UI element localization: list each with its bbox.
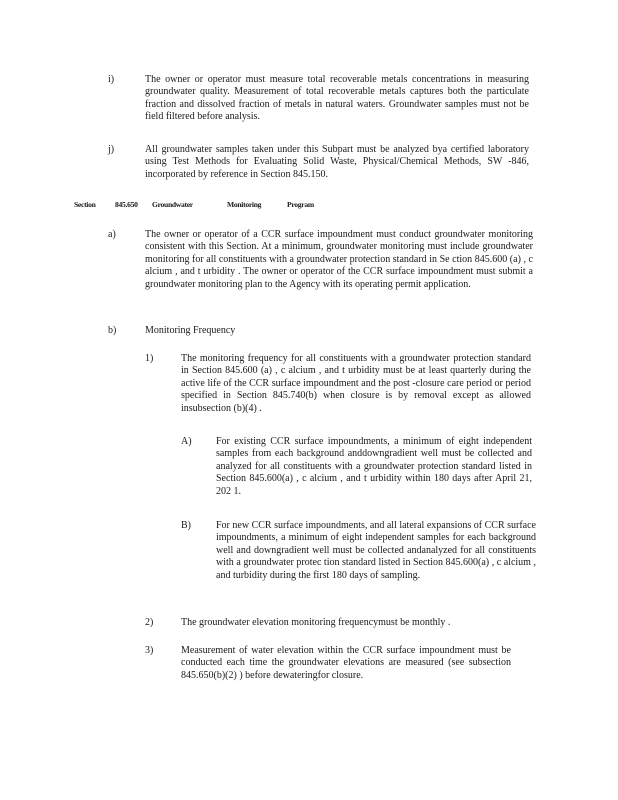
item-marker-i: i) [108,74,115,85]
subsection-marker-b: b) [108,325,117,336]
paragraph-marker-3: 3) [145,645,154,656]
item-j-text: All groundwater samples taken under this Subpart must be analyzed bya certified laboratory using Test Methods for Evaluating Solid Waste, Physical/Chemical Methods, SW -846, incorporated by reference in Section 845.150. [145,144,529,180]
item-i-text: The owner or operator must measure total recoverable metals concentrations in measuring groundwater quality. Measurement of total recoverable metals captures both the particulate fraction and dissolved fraction of metals in natural waters. Groundwater samples must not be field filtered before analysis. [145,74,529,123]
section-title-part-3: Program [287,200,314,209]
subparagraph-marker-a: A) [181,436,192,447]
paragraph-1-text: The monitoring frequency for all constituents with a groundwater protection standard in Section 845.600 (a) , c alcium , and t urbidity must be at least quarterly during the active life of the CCR surface impoundment and the post -closure care period or period specified in Section 845.740(b) when closure is by removal except as allowed insubsection (b)(4) . [181,353,531,414]
paragraph-marker-2: 2) [145,617,154,628]
section-number: 845.650 [115,200,138,209]
paragraph-3-text: Measurement of water elevation within the CCR surface impoundment must be conducted each time the groundwater elevations are measured (see subsection 845.650(b)(2) ) before dewateringfor closure. [181,645,511,681]
subsection-marker-a: a) [108,229,116,240]
section-title-part-2: Monitoring [227,200,262,209]
paragraph-marker-1: 1) [145,353,154,364]
subparagraph-a-text: For existing CCR surface impoundments, a minimum of eight independent samples from each background anddowngradient well must be collected and analyzed for all constituents with a groundwater protection standard listed in Section 845.600(a) , c alcium , and t urbidity within 180 days after April 21, 202 1. [216,436,532,497]
section-word: Section [74,200,96,209]
item-marker-j: j) [108,144,115,155]
section-title-part-1: Groundwater [152,200,193,209]
subsection-b-title: Monitoring Frequency [145,325,236,336]
subparagraph-marker-b: B) [181,520,191,531]
subsection-a-text: The owner or operator of a CCR surface impoundment must conduct groundwater monitoring consistent with this Section. At a minimum, groundwater monitoring must include groundwater monitoring for all constituents with a groundwater protection standard in Se ction 845.600 (a) , c alcium , and t urbidity . The owner or operator of the CCR surface impoundment must submit a groundwater monitoring plan to the Agency with its operating permit application. [145,229,533,290]
subparagraph-b-text: For new CCR surface impoundments, and all lateral expansions of CCR surface impoundments, a minimum of eight independent samples for each background well and downgradient well must be collected andanalyzed for all constituents with a groundwater protec tion standard listed in Section 845.600(a) , c alcium , and turbidity during the first 180 days of sampling. [216,520,536,581]
paragraph-2-text: The groundwater elevation monitoring frequencymust be monthly . [181,617,451,628]
